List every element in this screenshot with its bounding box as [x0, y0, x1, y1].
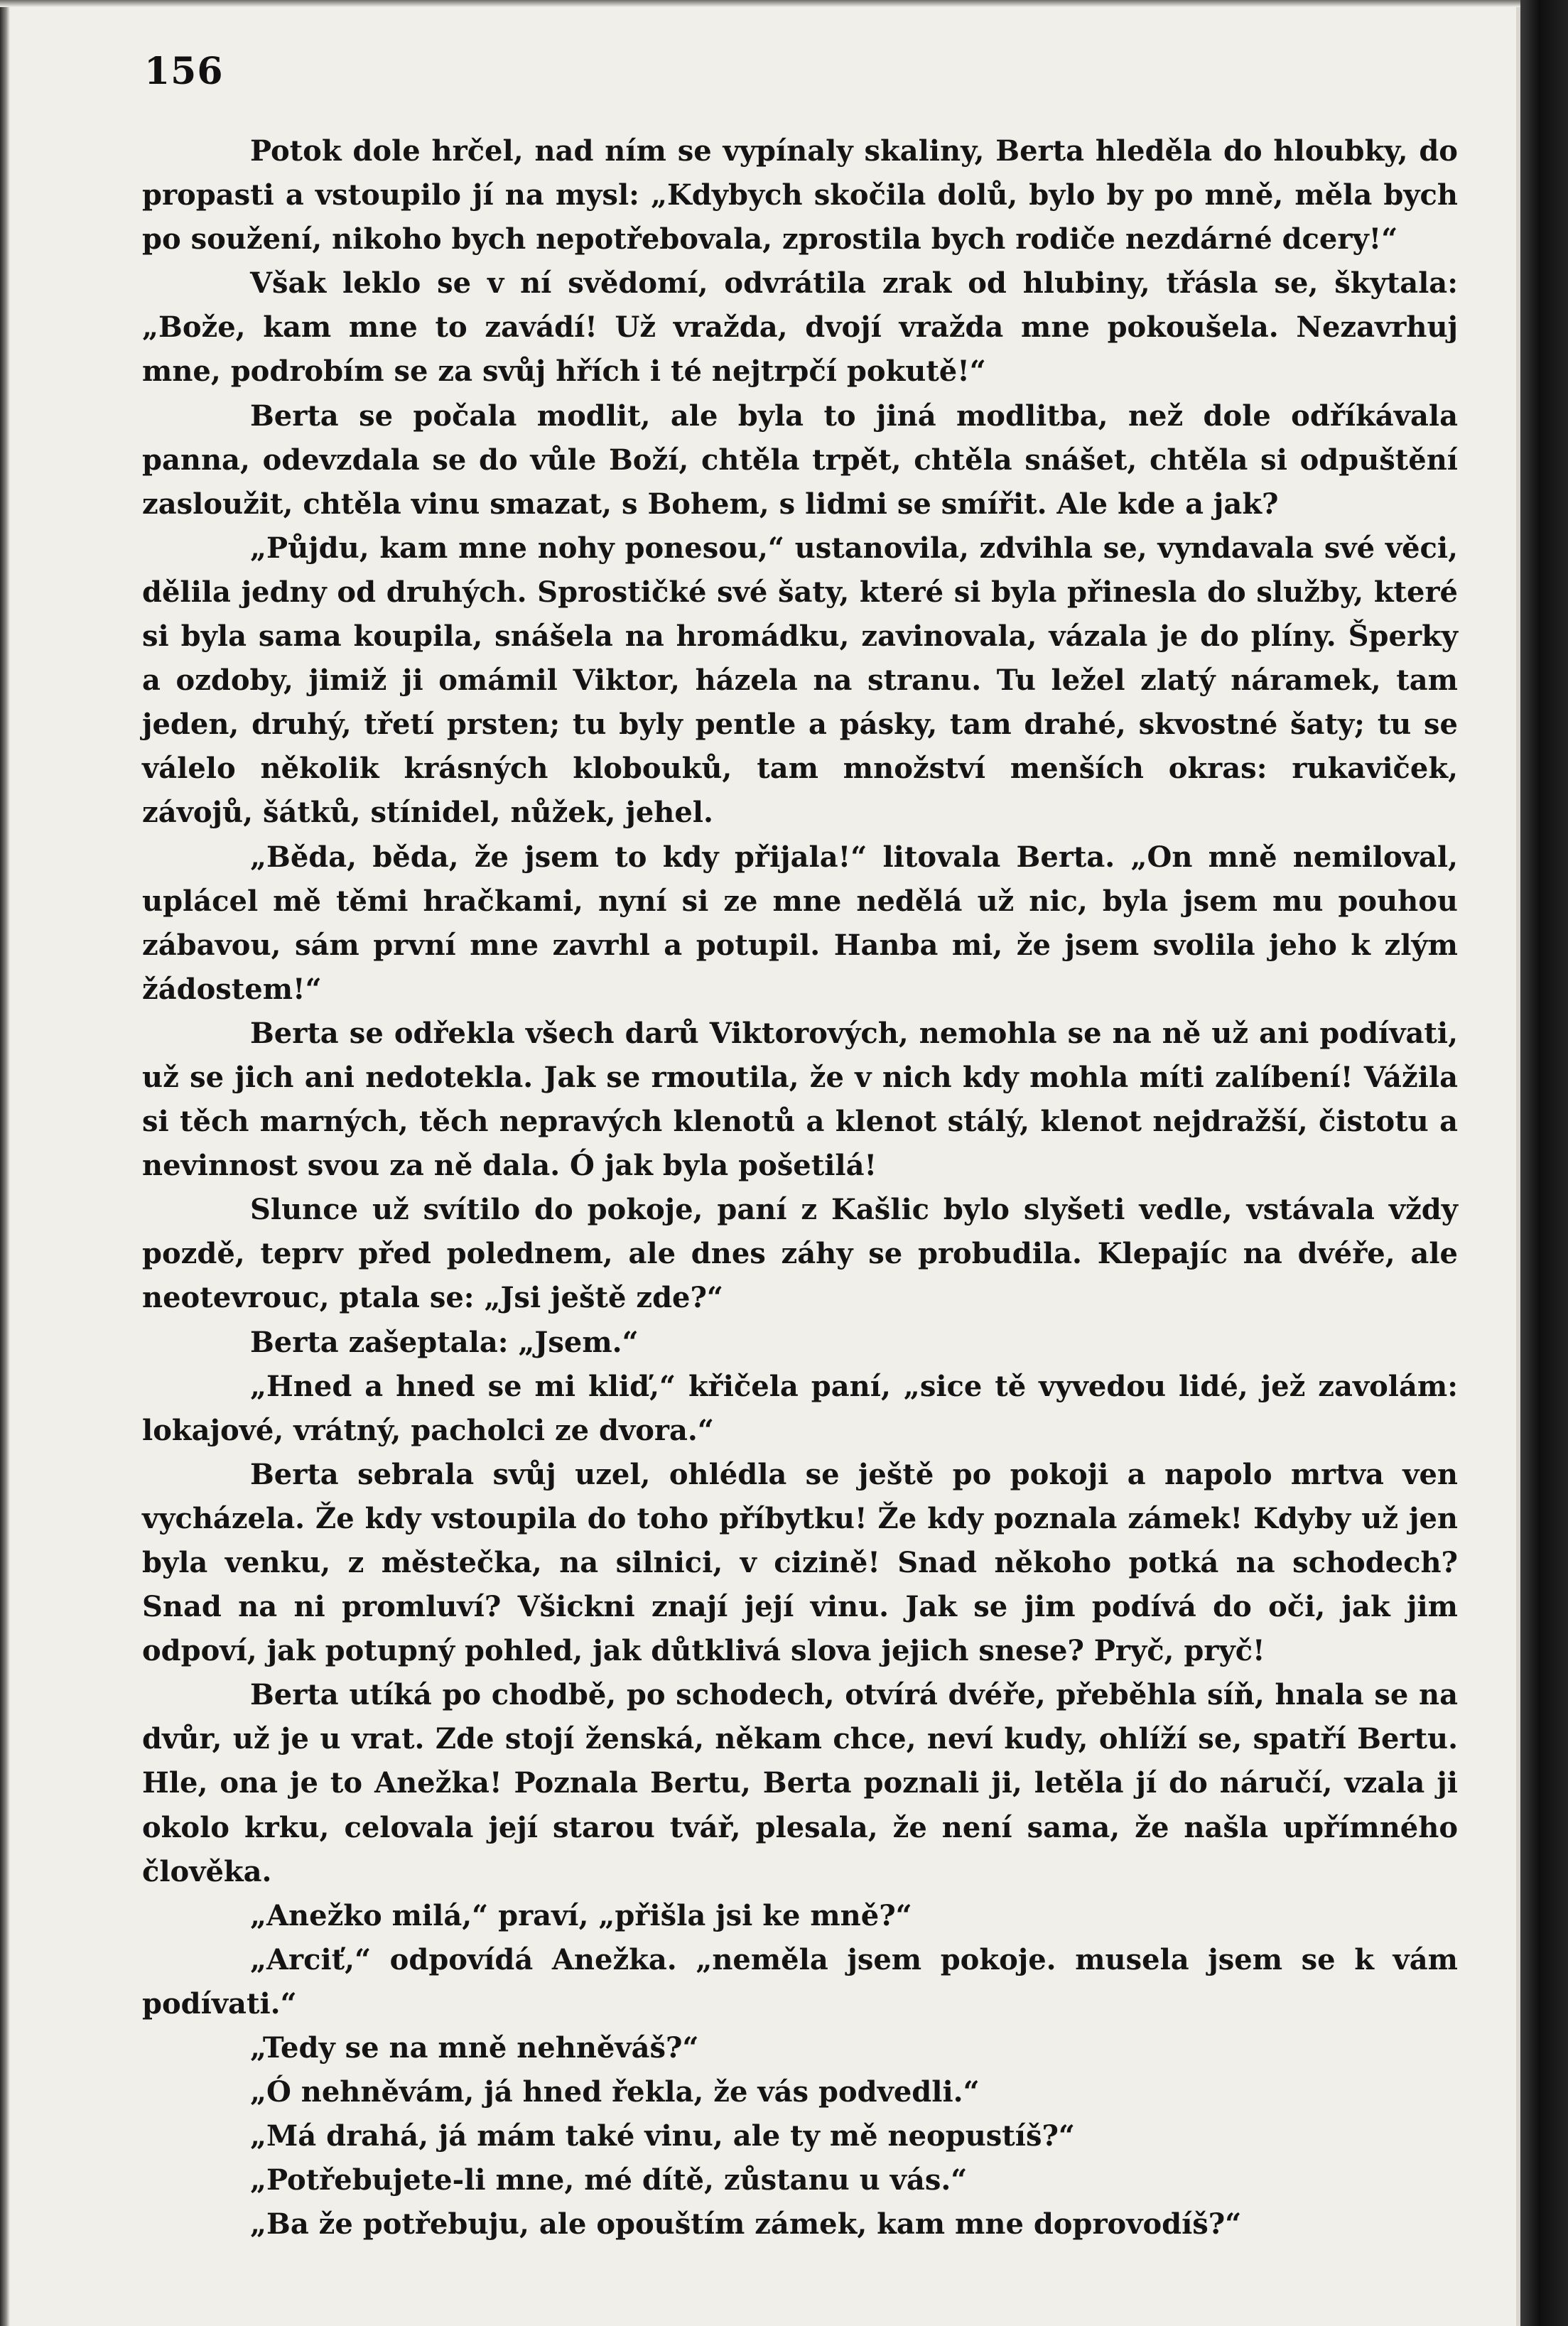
book-gutter	[1520, 0, 1568, 2326]
paragraph: Však leklo se v ní svědomí, odvrátila zrak od hlubiny, třásla se, škytala: „Bože, kam mne to zavádí! Už vražda, dvojí vražda mne pokoušela. Nezavrhuj mne, podrobím se za svůj hřích i té nejtrpčí pokutě!“	[142, 266, 1458, 389]
paragraph: Berta utíká po chodbě, po schodech, otvírá dvéře, přeběhla síň, hnala se na dvůr, už je u vrat. Zde stojí ženská, někam chce, neví kudy, ohlíží se, spatří Bertu. Hle, ona je to Anežka! Poznala Bertu, Berta poznali ji, letěla jí do náručí, vzala ji okolo krku, celovala její starou tvář, plesala, že není sama, že našla upřímného člověka.	[142, 1678, 1458, 1888]
paragraph: Slunce už svítilo do pokoje, paní z Kašlic bylo slyšeti vedle, vstávala vždy pozdě, teprv před polednem, ale dnes záhy se probudila. Klepajíc na dvéře, ale neotevrouc, ptala se: „Jsi ještě zde?“	[142, 1193, 1458, 1315]
paragraph: „Ó nehněvám, já hned řekla, že vás podvedli.“	[250, 2075, 980, 2109]
paragraph: Potok dole hrčel, nad ním se vypínaly skaliny, Berta hleděla do hloubky, do propasti a vstoupilo jí na mysl: „Kdybych skočila dolů, bylo by po mně, měla bych po soužení, nikoho bych nepotřebovala, zprostila bych rodiče nezdárné dcery!“	[142, 134, 1458, 256]
paragraph: „Běda, běda, že jsem to kdy přijala!“ litovala Berta. „On mně nemiloval, uplácel mě těmi hračkami, nyní si ze mne nedělá už nic, byla jsem mu pouhou zábavou, sám první mne zavrhl a potupil. Hanba mi, že jsem svolila jeho k zlým žádostem!“	[142, 840, 1458, 1006]
paragraph: „Půjdu, kam mne nohy ponesou,“ ustanovila, zdvihla se, vyndavala své věci, dělila jedny od druhých. Sprostičké své šaty, které si byla přinesla do služby, které si byla sama koupila, snášela na hromádku, zavinovala, vázala je do plíny. Šperky a ozdoby, jimiž ji omámil Viktor, házela na stranu. Tu ležel zlatý náramek, tam jeden, druhý, třetí prsten; tu byly pentle a pásky, tam drahé, skvostné šaty; tu se válelo několik krásných klobouků, tam množství menších okras: rukaviček, závojů, šátků, stínidel, nůžek, jehel.	[142, 531, 1458, 830]
page-left-shadow	[0, 0, 10, 2326]
paragraph: „Anežko milá,“ praví, „přišla jsi ke mně?“	[250, 1898, 912, 1932]
paragraph: Berta sebrala svůj uzel, ohlédla se ještě po pokoji a napolo mrtva ven vycházela. Že kdy vstoupila do toho příbytku! Že kdy poznala zámek! Kdyby už jen byla venku, z městečka, na silnici, v cizině! Snad někoho potká na schodech? Snad na ni promluví? Všickni znají její vinu. Jak se jim podívá do oči, jak jim odpoví, jak potupný pohled, jak důtklivá slova jejich snese? Pryč, pryč!	[142, 1457, 1458, 1668]
page-top-shadow	[0, 0, 1520, 7]
paragraph: „Má drahá, já mám také vinu, ale ty mě neopustíš?“	[250, 2119, 1075, 2153]
paragraph: „Arciť,“ odpovídá Anežka. „neměla jsem pokoje. musela jsem se k vám podívati.“	[142, 1942, 1458, 2021]
paragraph: Berta se odřekla všech darů Viktorových, nemohla se na ně už ani podívati, už se jich ani nedotekla. Jak se rmoutila, že v nich kdy mohla míti zalíbení! Vážila si těch marných, těch nepravých klenotů a klenot stálý, klenot nejdražší, čistotu a nevinnost svou za ně dala. Ó jak byla pošetilá!	[142, 1016, 1458, 1183]
paragraph: „Hned a hned se mi kliď,“ křičela paní, „sice tě vyvedou lidé, jež zavolám: lokajové, vrátný, pacholci ze dvora.“	[142, 1369, 1458, 1447]
body-text	[142, 129, 1458, 2247]
paragraph: Berta zašeptala: „Jsem.“	[250, 1325, 639, 1359]
paragraph: „Ba že potřebuju, ale opouštím zámek, kam mne doprovodíš?“	[250, 2207, 1242, 2241]
page-number: 156	[144, 50, 224, 93]
paragraph: „Tedy se na mně nehněváš?“	[250, 2031, 699, 2065]
paragraph: Berta se počala modlit, ale byla to jiná modlitba, než dole odříkávala panna, odevzdala se do vůle Boží, chtěla trpět, chtěla snášet, chtěla si odpuštění zasloužit, chtěla vinu smazat, s Bohem, s lidmi se smířit. Ale kde a jak?	[142, 399, 1458, 521]
paragraph: „Potřebujete-li mne, mé dítě, zůstanu u vás.“	[250, 2163, 968, 2197]
